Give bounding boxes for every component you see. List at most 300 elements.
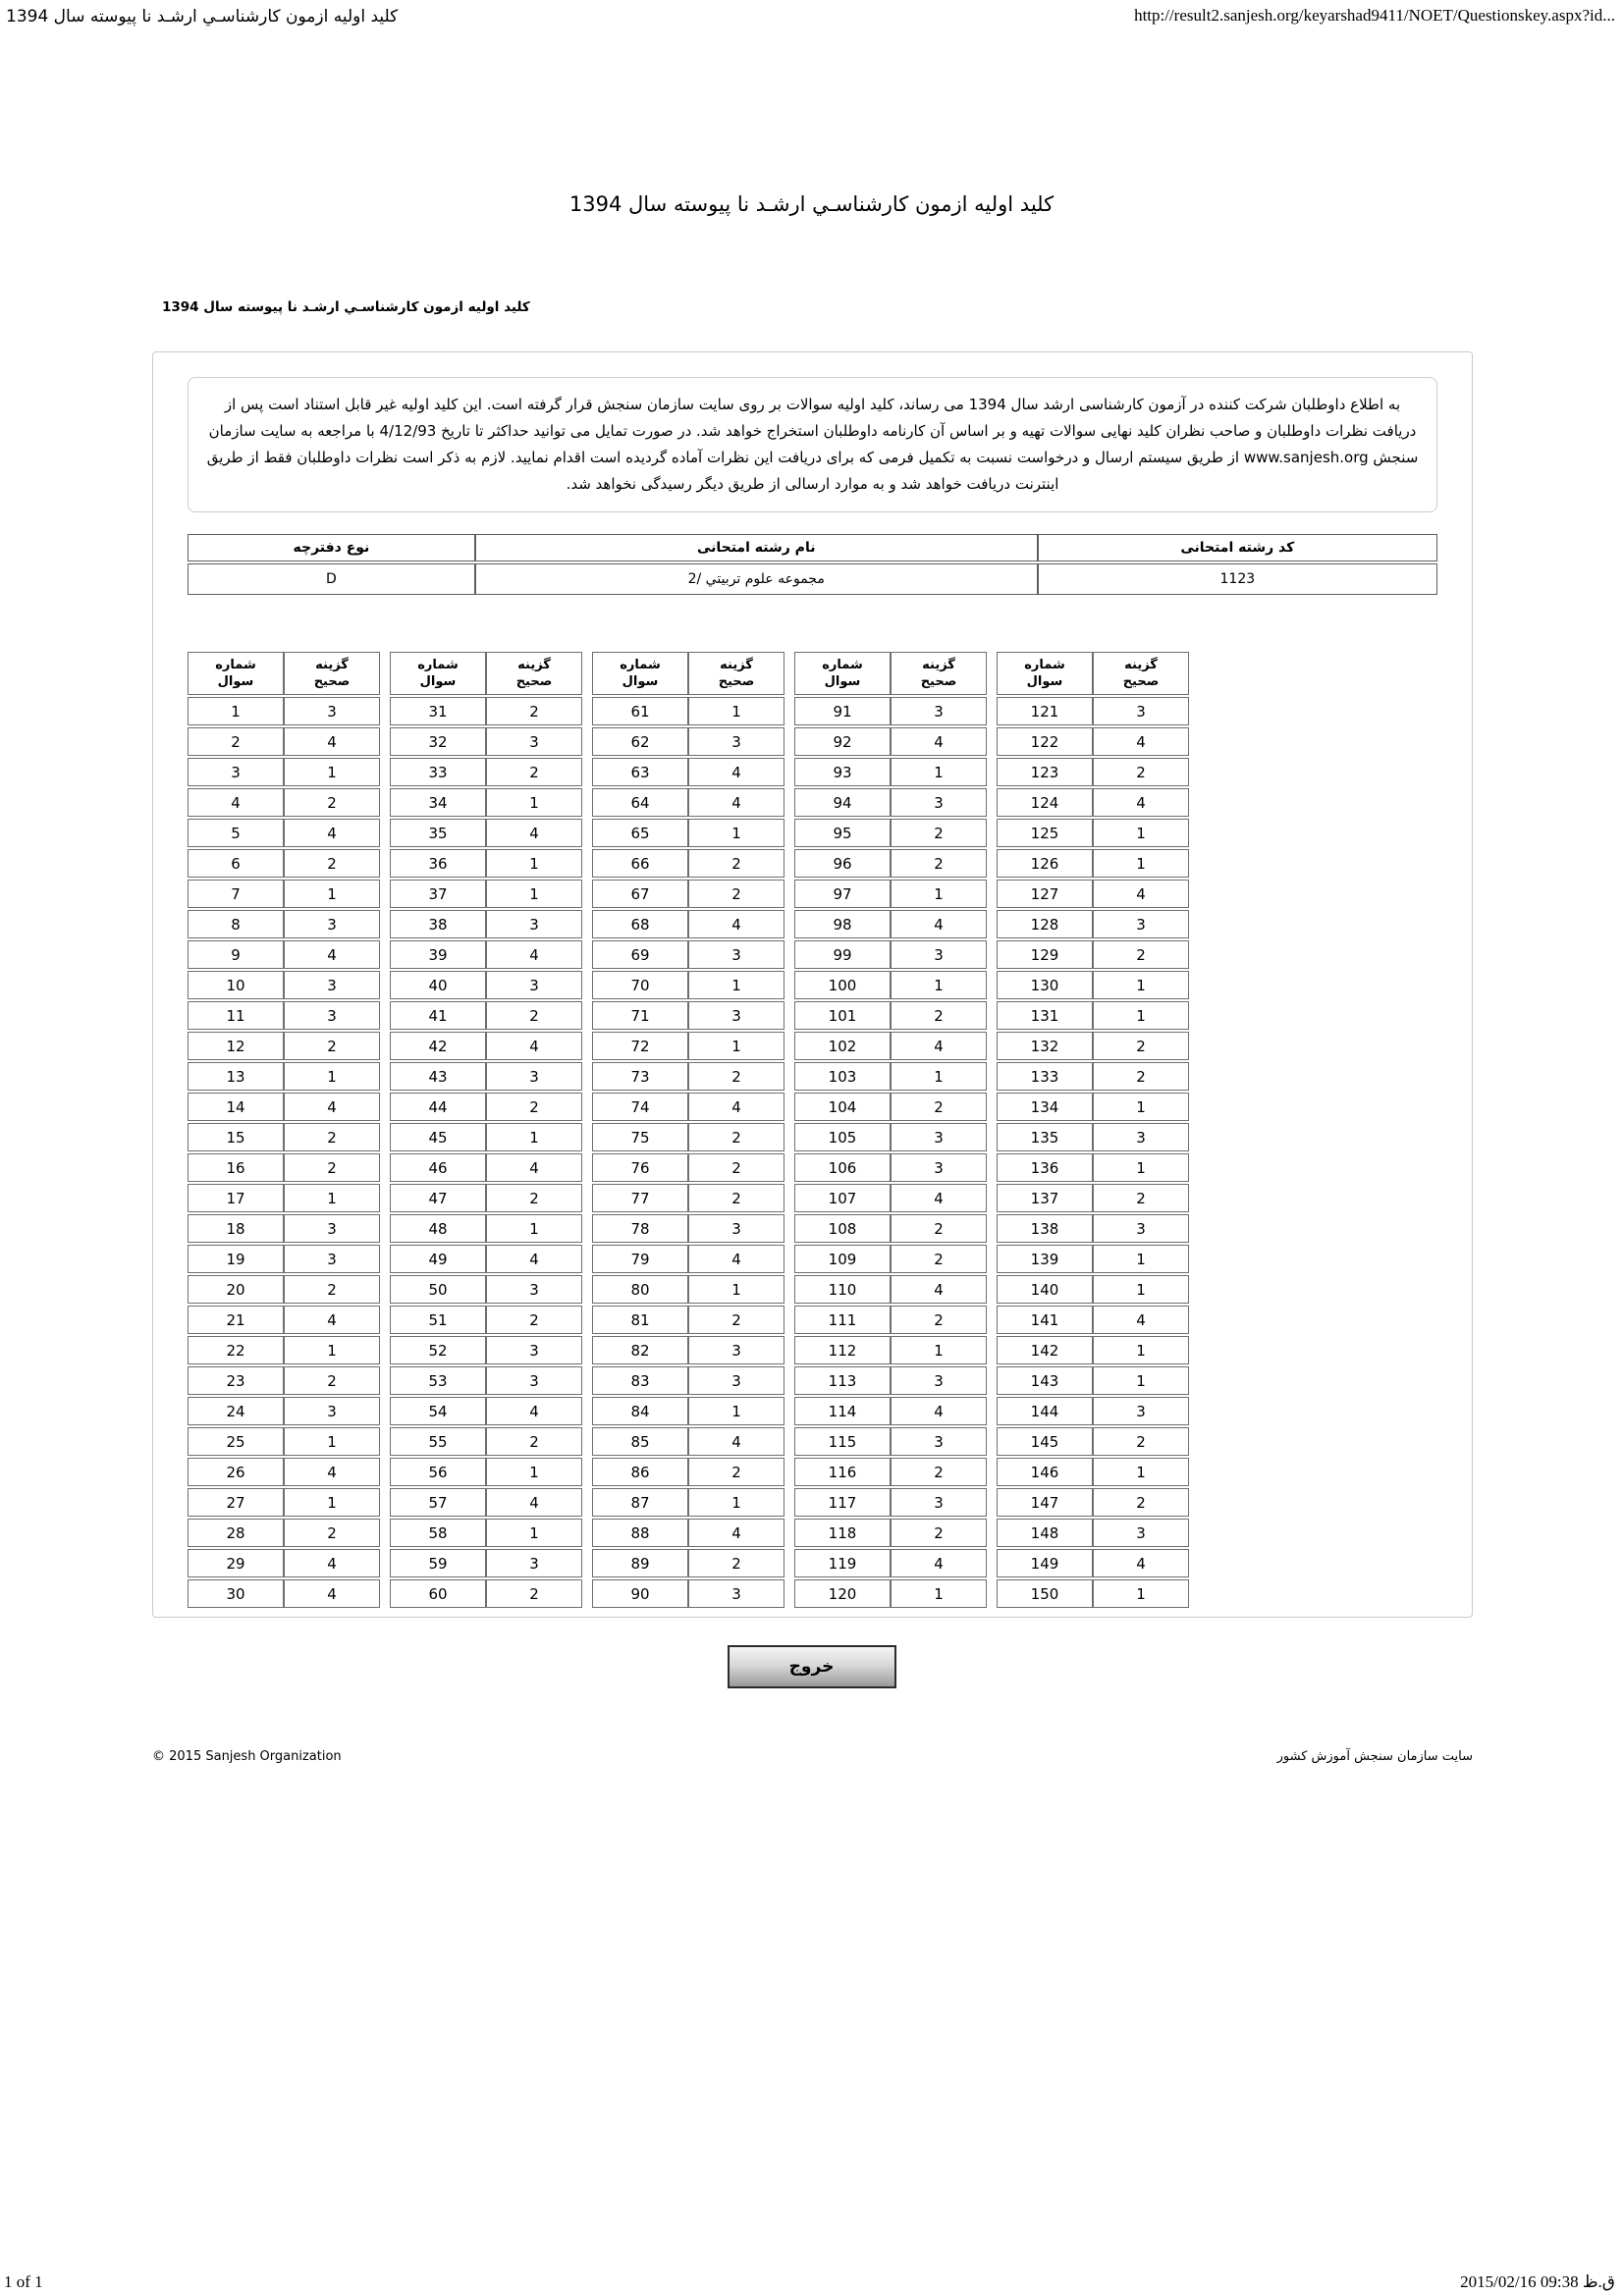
correct-option-cell: 1	[891, 758, 987, 786]
correct-option-cell: 2	[1093, 1062, 1189, 1091]
key-header-row	[592, 652, 784, 695]
answer-row	[794, 1336, 987, 1364]
answer-row	[390, 1579, 582, 1608]
exam-name-header: نام رشته امتحانی	[475, 534, 1038, 561]
question-number-cell: 17	[188, 1184, 284, 1212]
correct-option-cell: 4	[891, 1032, 987, 1060]
question-number-cell: 89	[592, 1549, 688, 1577]
answer-row	[188, 788, 380, 817]
correct-option-cell: 1	[486, 1214, 582, 1243]
question-number-cell: 2	[188, 727, 284, 756]
question-number-cell: 55	[390, 1427, 486, 1456]
correct-option-cell: 1	[891, 1336, 987, 1364]
correct-option-cell: 2	[688, 1306, 784, 1334]
answer-row	[794, 880, 987, 908]
question-number-cell: 74	[592, 1093, 688, 1121]
question-number-cell: 132	[997, 1032, 1093, 1060]
correct-option-cell: 4	[688, 910, 784, 938]
answer-row	[997, 1336, 1189, 1364]
answer-row	[390, 697, 582, 725]
correct-option-cell: 2	[284, 1153, 380, 1182]
answer-row	[188, 758, 380, 786]
answer-row	[390, 1001, 582, 1030]
question-number-cell: 54	[390, 1397, 486, 1425]
answer-row	[794, 1427, 987, 1456]
question-number-cell: 113	[794, 1366, 891, 1395]
question-number-cell: 125	[997, 819, 1093, 847]
print-footer	[4, 2272, 1615, 2292]
answer-row	[390, 910, 582, 938]
question-number-cell: 109	[794, 1245, 891, 1273]
correct-option-cell: 3	[688, 1001, 784, 1030]
correct-option-cell: 2	[486, 1579, 582, 1608]
button-row	[0, 1645, 1623, 1688]
answer-row	[794, 910, 987, 938]
question-number-cell: 79	[592, 1245, 688, 1273]
correct-option-cell: 2	[486, 1427, 582, 1456]
correct-option-cell: 4	[1093, 1306, 1189, 1334]
correct-option-cell: 2	[486, 1093, 582, 1121]
answer-row	[794, 1458, 987, 1486]
answer-row	[997, 1366, 1189, 1395]
answer-row	[794, 788, 987, 817]
correct-option-cell: 1	[891, 1579, 987, 1608]
answer-row	[997, 1519, 1189, 1547]
correct-option-cell: 3	[1093, 1519, 1189, 1547]
correct-option-cell: 2	[284, 1032, 380, 1060]
site-footer	[152, 1749, 1473, 1764]
correct-option-cell: 1	[1093, 1153, 1189, 1182]
question-number-cell: 82	[592, 1336, 688, 1364]
exam-name-value: مجموعه علوم تربيتي /2	[475, 563, 1038, 595]
correct-option-cell: 4	[284, 727, 380, 756]
question-number-cell: 126	[997, 849, 1093, 878]
question-number-cell: 115	[794, 1427, 891, 1456]
question-number-cell: 25	[188, 1427, 284, 1456]
correct-option-cell: 1	[1093, 819, 1189, 847]
answer-row	[794, 758, 987, 786]
question-number-cell: 11	[188, 1001, 284, 1030]
question-number-cell: 130	[997, 971, 1093, 999]
question-number-cell: 39	[390, 940, 486, 969]
question-number-cell: 120	[794, 1579, 891, 1608]
correct-option-cell: 2	[486, 697, 582, 725]
question-number-cell: 112	[794, 1336, 891, 1364]
question-number-cell: 45	[390, 1123, 486, 1151]
correct-option-cell: 4	[891, 1184, 987, 1212]
question-number-cell: 103	[794, 1062, 891, 1091]
answer-row	[592, 1093, 784, 1121]
question-number-cell: 29	[188, 1549, 284, 1577]
question-number-cell: 20	[188, 1275, 284, 1304]
correct-option-cell: 2	[891, 1214, 987, 1243]
question-number-cell: 42	[390, 1032, 486, 1060]
answer-row	[592, 1062, 784, 1091]
booklet-type-header: نوع دفترچه	[188, 534, 475, 561]
question-number-cell: 116	[794, 1458, 891, 1486]
answer-row	[188, 1336, 380, 1364]
correct-option-cell: 4	[1093, 1549, 1189, 1577]
question-number-cell: 23	[188, 1366, 284, 1395]
correct-option-cell: 3	[688, 1214, 784, 1243]
question-number-cell: 21	[188, 1306, 284, 1334]
question-number-cell: 107	[794, 1184, 891, 1212]
correct-option-cell: 1	[688, 1488, 784, 1517]
correct-option-cell: 2	[1093, 940, 1189, 969]
answer-row	[997, 1001, 1189, 1030]
correct-option-cell: 4	[1093, 880, 1189, 908]
answer-row	[390, 1153, 582, 1182]
correct-option-header: گزينه صحيح	[486, 652, 582, 695]
question-number-cell: 70	[592, 971, 688, 999]
correct-option-cell: 2	[284, 788, 380, 817]
answer-row	[188, 1397, 380, 1425]
correct-option-cell: 2	[688, 1184, 784, 1212]
question-number-cell: 58	[390, 1519, 486, 1547]
question-number-cell: 80	[592, 1275, 688, 1304]
correct-option-cell: 4	[284, 1579, 380, 1608]
correct-option-cell: 2	[1093, 1032, 1189, 1060]
correct-option-cell: 1	[1093, 1579, 1189, 1608]
question-number-cell: 69	[592, 940, 688, 969]
answer-row	[390, 1275, 582, 1304]
answer-row	[188, 1032, 380, 1060]
print-page-count: 1 of 1	[4, 2272, 43, 2291]
correct-option-cell: 1	[1093, 971, 1189, 999]
print-url: http://result2.sanjesh.org/keyarshad9411/NOET/Questionskey.aspx?id...	[1134, 6, 1615, 25]
answer-row	[997, 819, 1189, 847]
answer-row	[997, 758, 1189, 786]
question-number-cell: 119	[794, 1549, 891, 1577]
answer-row	[997, 1062, 1189, 1091]
question-number-cell: 142	[997, 1336, 1093, 1364]
answer-row	[592, 1001, 784, 1030]
question-number-cell: 100	[794, 971, 891, 999]
correct-option-cell: 1	[1093, 1458, 1189, 1486]
question-number-cell: 28	[188, 1519, 284, 1547]
copyright-text: © 2015 Sanjesh Organization	[152, 1749, 342, 1764]
question-number-cell: 30	[188, 1579, 284, 1608]
question-number-cell: 19	[188, 1245, 284, 1273]
answer-row	[592, 1245, 784, 1273]
answer-row	[390, 1549, 582, 1577]
answer-row	[390, 1488, 582, 1517]
question-number-cell: 118	[794, 1519, 891, 1547]
correct-option-cell: 3	[1093, 1397, 1189, 1425]
correct-option-cell: 2	[486, 758, 582, 786]
correct-option-cell: 2	[284, 1123, 380, 1151]
question-number-cell: 41	[390, 1001, 486, 1030]
answer-row	[997, 1458, 1189, 1486]
answer-row	[997, 1184, 1189, 1212]
question-number-cell: 43	[390, 1062, 486, 1091]
correct-option-cell: 4	[688, 1427, 784, 1456]
correct-option-cell: 1	[1093, 1366, 1189, 1395]
answer-row	[390, 1458, 582, 1486]
correct-option-cell: 2	[688, 880, 784, 908]
correct-option-cell: 1	[284, 1062, 380, 1091]
question-number-cell: 3	[188, 758, 284, 786]
question-number-cell: 22	[188, 1336, 284, 1364]
question-number-cell: 131	[997, 1001, 1093, 1030]
correct-option-cell: 1	[688, 1275, 784, 1304]
correct-option-cell: 4	[486, 940, 582, 969]
question-number-cell: 78	[592, 1214, 688, 1243]
answer-row	[592, 1123, 784, 1151]
answer-row	[390, 1336, 582, 1364]
answer-row	[592, 1214, 784, 1243]
question-number-cell: 15	[188, 1123, 284, 1151]
correct-option-cell: 4	[486, 1153, 582, 1182]
correct-option-cell: 2	[891, 1306, 987, 1334]
correct-option-cell: 3	[284, 1245, 380, 1273]
correct-option-cell: 3	[284, 697, 380, 725]
answer-row	[592, 849, 784, 878]
exam-info-table	[188, 532, 1437, 597]
subtitle-row	[152, 296, 1473, 315]
question-number-cell: 36	[390, 849, 486, 878]
correct-option-cell: 2	[284, 1366, 380, 1395]
correct-option-cell: 3	[891, 788, 987, 817]
question-number-cell: 61	[592, 697, 688, 725]
answer-row	[794, 1366, 987, 1395]
answer-row	[188, 849, 380, 878]
key-header-row	[188, 652, 380, 695]
answer-row	[592, 1397, 784, 1425]
answer-row	[794, 1062, 987, 1091]
correct-option-cell: 3	[486, 727, 582, 756]
answer-key-group-4	[794, 650, 987, 1610]
question-number-cell: 146	[997, 1458, 1093, 1486]
correct-option-cell: 2	[891, 849, 987, 878]
question-number-cell: 46	[390, 1153, 486, 1182]
correct-option-cell: 1	[486, 788, 582, 817]
correct-option-cell: 1	[1093, 1001, 1189, 1030]
question-number-cell: 71	[592, 1001, 688, 1030]
correct-option-cell: 2	[486, 1306, 582, 1334]
correct-option-header: گزينه صحيح	[688, 652, 784, 695]
print-datetime: 2015/02/16 09:38 ق.ظ	[1460, 2272, 1615, 2291]
answer-row	[794, 727, 987, 756]
question-number-cell: 75	[592, 1123, 688, 1151]
correct-option-cell: 1	[688, 1032, 784, 1060]
answer-row	[997, 1214, 1189, 1243]
answer-row	[188, 1123, 380, 1151]
correct-option-cell: 4	[688, 1245, 784, 1273]
question-number-cell: 37	[390, 880, 486, 908]
answer-key-group-1	[188, 650, 380, 1610]
question-number-cell: 134	[997, 1093, 1093, 1121]
question-number-cell: 105	[794, 1123, 891, 1151]
correct-option-cell: 1	[688, 971, 784, 999]
answer-row	[188, 1306, 380, 1334]
correct-option-cell: 1	[284, 1427, 380, 1456]
correct-option-cell: 2	[688, 1458, 784, 1486]
question-number-cell: 106	[794, 1153, 891, 1182]
question-number-cell: 136	[997, 1153, 1093, 1182]
key-header-row	[390, 652, 582, 695]
answer-row	[188, 880, 380, 908]
correct-option-cell: 4	[486, 1488, 582, 1517]
question-number-cell: 108	[794, 1214, 891, 1243]
answer-row	[794, 1032, 987, 1060]
question-number-cell: 27	[188, 1488, 284, 1517]
correct-option-cell: 3	[891, 1153, 987, 1182]
question-number-header: شماره سوال	[390, 652, 486, 695]
answer-row	[794, 819, 987, 847]
correct-option-cell: 1	[891, 1062, 987, 1091]
correct-option-cell: 4	[1093, 727, 1189, 756]
answer-row	[592, 727, 784, 756]
correct-option-cell: 3	[1093, 1214, 1189, 1243]
answer-row	[997, 1153, 1189, 1182]
answer-row	[592, 819, 784, 847]
answer-row	[997, 971, 1189, 999]
question-number-cell: 84	[592, 1397, 688, 1425]
question-number-cell: 96	[794, 849, 891, 878]
question-number-cell: 52	[390, 1336, 486, 1364]
correct-option-cell: 4	[688, 788, 784, 817]
correct-option-cell: 3	[891, 940, 987, 969]
answer-row	[592, 1275, 784, 1304]
correct-option-cell: 4	[486, 819, 582, 847]
answer-row	[592, 971, 784, 999]
answer-row	[592, 1427, 784, 1456]
question-number-header: شماره سوال	[592, 652, 688, 695]
answer-row	[188, 1214, 380, 1243]
correct-option-cell: 3	[688, 1336, 784, 1364]
answer-row	[592, 1336, 784, 1364]
correct-option-cell: 3	[1093, 697, 1189, 725]
correct-option-cell: 3	[1093, 910, 1189, 938]
question-number-cell: 123	[997, 758, 1093, 786]
question-number-cell: 145	[997, 1427, 1093, 1456]
correct-option-cell: 2	[891, 1519, 987, 1547]
question-number-cell: 138	[997, 1214, 1093, 1243]
correct-option-cell: 2	[891, 819, 987, 847]
question-number-cell: 99	[794, 940, 891, 969]
key-header-row	[997, 652, 1189, 695]
exit-button[interactable]: خروج	[728, 1645, 896, 1688]
question-number-cell: 16	[188, 1153, 284, 1182]
question-number-cell: 147	[997, 1488, 1093, 1517]
question-number-cell: 101	[794, 1001, 891, 1030]
answer-row	[794, 1214, 987, 1243]
correct-option-cell: 2	[486, 1001, 582, 1030]
question-number-cell: 149	[997, 1549, 1093, 1577]
answer-row	[188, 1275, 380, 1304]
question-number-cell: 38	[390, 910, 486, 938]
correct-option-cell: 1	[486, 1519, 582, 1547]
correct-option-cell: 3	[891, 697, 987, 725]
question-number-cell: 57	[390, 1488, 486, 1517]
answer-row	[390, 788, 582, 817]
site-name-text: سایت سازمان سنجش آموزش کشور	[1276, 1749, 1473, 1764]
correct-option-cell: 2	[891, 1093, 987, 1121]
correct-option-cell: 1	[486, 1458, 582, 1486]
answer-row	[592, 880, 784, 908]
question-number-cell: 6	[188, 849, 284, 878]
answer-row	[188, 1093, 380, 1121]
question-number-cell: 77	[592, 1184, 688, 1212]
answer-row	[592, 1153, 784, 1182]
question-number-cell: 148	[997, 1519, 1093, 1547]
answer-row	[188, 697, 380, 725]
question-number-cell: 104	[794, 1093, 891, 1121]
question-number-cell: 63	[592, 758, 688, 786]
correct-option-cell: 2	[486, 1184, 582, 1212]
correct-option-cell: 1	[891, 971, 987, 999]
correct-option-cell: 2	[284, 1275, 380, 1304]
answer-row	[997, 849, 1189, 878]
question-number-cell: 26	[188, 1458, 284, 1486]
correct-option-cell: 3	[486, 1275, 582, 1304]
answer-row	[592, 1184, 784, 1212]
answer-row	[794, 1306, 987, 1334]
correct-option-cell: 1	[1093, 1336, 1189, 1364]
correct-option-cell: 3	[1093, 1123, 1189, 1151]
correct-option-cell: 2	[688, 1549, 784, 1577]
answer-row	[997, 880, 1189, 908]
key-header-row	[794, 652, 987, 695]
correct-option-cell: 4	[284, 1549, 380, 1577]
answer-row	[997, 697, 1189, 725]
correct-option-cell: 3	[284, 910, 380, 938]
question-number-cell: 9	[188, 940, 284, 969]
question-number-cell: 5	[188, 819, 284, 847]
question-number-cell: 53	[390, 1366, 486, 1395]
correct-option-cell: 3	[486, 1336, 582, 1364]
question-number-cell: 34	[390, 788, 486, 817]
correct-option-cell: 2	[688, 1062, 784, 1091]
answer-row	[794, 1245, 987, 1273]
answer-row	[188, 1579, 380, 1608]
question-number-cell: 93	[794, 758, 891, 786]
answer-row	[592, 1366, 784, 1395]
correct-option-cell: 1	[486, 1123, 582, 1151]
question-number-cell: 139	[997, 1245, 1093, 1273]
answer-row	[794, 1001, 987, 1030]
correct-option-cell: 1	[688, 819, 784, 847]
answer-row	[188, 1549, 380, 1577]
answer-row	[794, 1153, 987, 1182]
correct-option-cell: 1	[688, 1397, 784, 1425]
correct-option-cell: 1	[486, 880, 582, 908]
question-number-cell: 140	[997, 1275, 1093, 1304]
correct-option-cell: 2	[891, 1245, 987, 1273]
answer-key-group-2	[390, 650, 582, 1610]
answer-row	[592, 1306, 784, 1334]
booklet-type-value: D	[188, 563, 475, 595]
correct-option-cell: 4	[891, 1549, 987, 1577]
correct-option-cell: 3	[284, 1001, 380, 1030]
correct-option-cell: 1	[486, 849, 582, 878]
answer-row	[188, 1245, 380, 1273]
answer-row	[997, 1306, 1189, 1334]
answer-row	[188, 1519, 380, 1547]
question-number-cell: 144	[997, 1397, 1093, 1425]
answer-row	[188, 1366, 380, 1395]
question-number-cell: 35	[390, 819, 486, 847]
question-number-cell: 150	[997, 1579, 1093, 1608]
correct-option-cell: 4	[486, 1245, 582, 1273]
answer-row	[997, 1549, 1189, 1577]
question-number-cell: 83	[592, 1366, 688, 1395]
question-number-cell: 73	[592, 1062, 688, 1091]
correct-option-cell: 1	[284, 1488, 380, 1517]
answer-row	[997, 1579, 1189, 1608]
question-number-cell: 85	[592, 1427, 688, 1456]
